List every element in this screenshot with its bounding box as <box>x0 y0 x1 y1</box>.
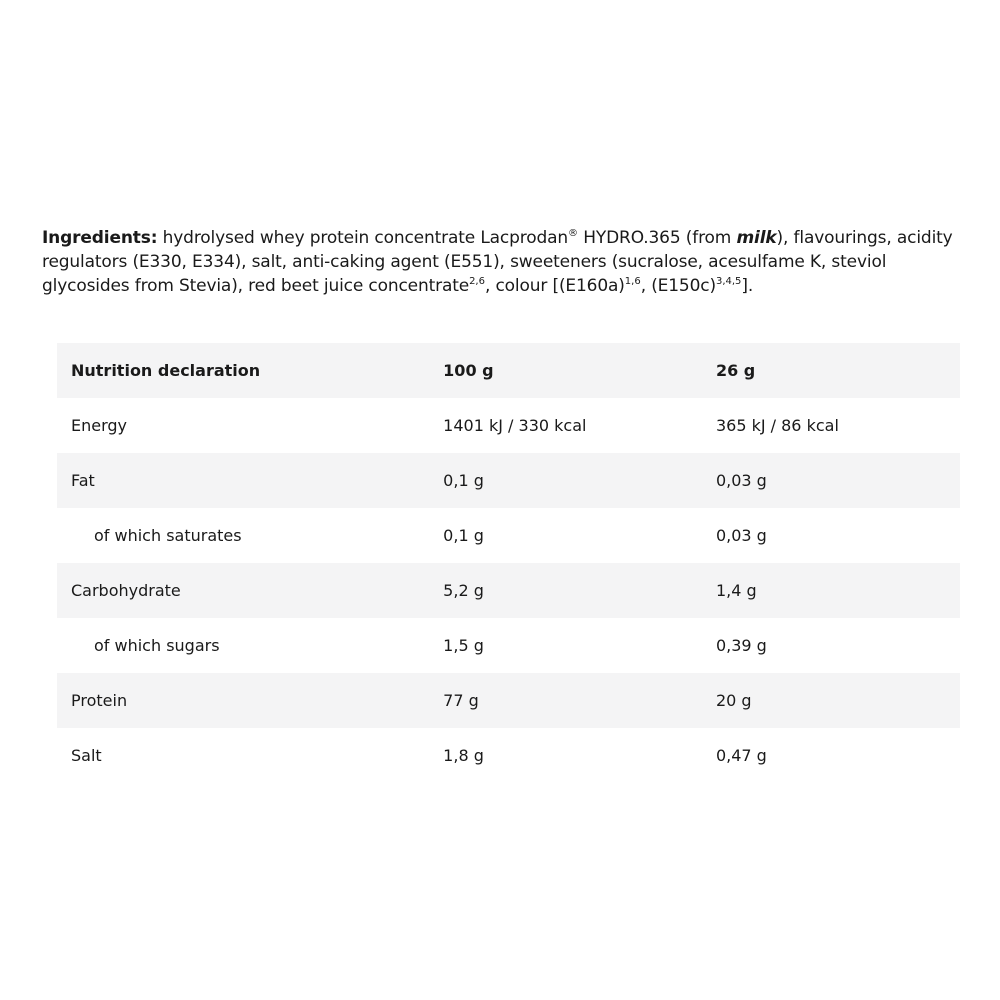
table-row-sugars <box>57 618 960 673</box>
header-per-100g: 100 g <box>443 361 494 380</box>
ingredients-part-5: , (E150c) <box>640 276 716 296</box>
row-label: Energy <box>71 416 128 435</box>
ingredients-part-4: , colour [(E160a) <box>484 276 625 296</box>
header-per-serving: 26 g <box>715 361 756 380</box>
footnote-ref-e150c: 3,4,5 <box>715 276 742 287</box>
ingredients-text <box>42 226 967 298</box>
row-label: Protein <box>71 691 128 710</box>
table-row-energy <box>57 398 960 453</box>
nutrition-table <box>57 343 960 783</box>
table-row-carbohydrate <box>57 563 960 618</box>
ingredients-label: Ingredients: <box>42 228 158 248</box>
row-label: Fat <box>71 471 95 490</box>
table-row-fat <box>57 453 960 508</box>
row-per-serving: 365 kJ / 86 kcal <box>715 416 839 435</box>
row-per-100g: 77 g <box>443 691 479 710</box>
row-per-serving: 20 g <box>715 691 752 710</box>
row-label: Carbohydrate <box>71 581 181 600</box>
ingredients-part-2: HYDRO.365 (from <box>578 228 737 248</box>
header-label: Nutrition declaration <box>71 361 261 380</box>
nutrition-header-row <box>57 343 960 398</box>
row-per-100g: 1,5 g <box>443 636 484 655</box>
allergen-milk: milk <box>736 228 777 248</box>
table-row-protein <box>57 673 960 728</box>
row-per-100g: 1401 kJ / 330 kcal <box>443 416 587 435</box>
ingredients-part-3: ), flavourings, acidity regulators (E330, E334), salt, anti-caking agent (E551), sweeteners (sucralose, acesulfame K, steviol glycosides from Stevia), red beet juice concentrate <box>42 228 953 296</box>
row-per-100g: 1,8 g <box>443 746 484 765</box>
ingredients-part-6: ]. <box>741 276 754 296</box>
row-per-100g: 0,1 g <box>443 526 484 545</box>
row-per-serving: 0,03 g <box>715 471 767 490</box>
row-per-serving: 0,39 g <box>715 636 767 655</box>
registered-trademark-mark: ® <box>568 228 578 239</box>
row-label: of which saturates <box>94 526 242 545</box>
table-row-saturates <box>57 508 960 563</box>
ingredients-part-1: hydrolysed whey protein concentrate Lacprodan <box>157 228 568 248</box>
row-per-100g: 5,2 g <box>443 581 484 600</box>
row-per-serving: 1,4 g <box>715 581 757 600</box>
row-label: of which sugars <box>94 636 220 655</box>
row-per-serving: 0,47 g <box>715 746 767 765</box>
footnote-ref-beet: 2,6 <box>469 276 485 287</box>
row-per-serving: 0,03 g <box>715 526 767 545</box>
row-per-100g: 0,1 g <box>443 471 484 490</box>
footnote-ref-e160a: 1,6 <box>624 276 641 287</box>
table-row-salt <box>57 728 960 783</box>
row-label: Salt <box>71 746 102 765</box>
